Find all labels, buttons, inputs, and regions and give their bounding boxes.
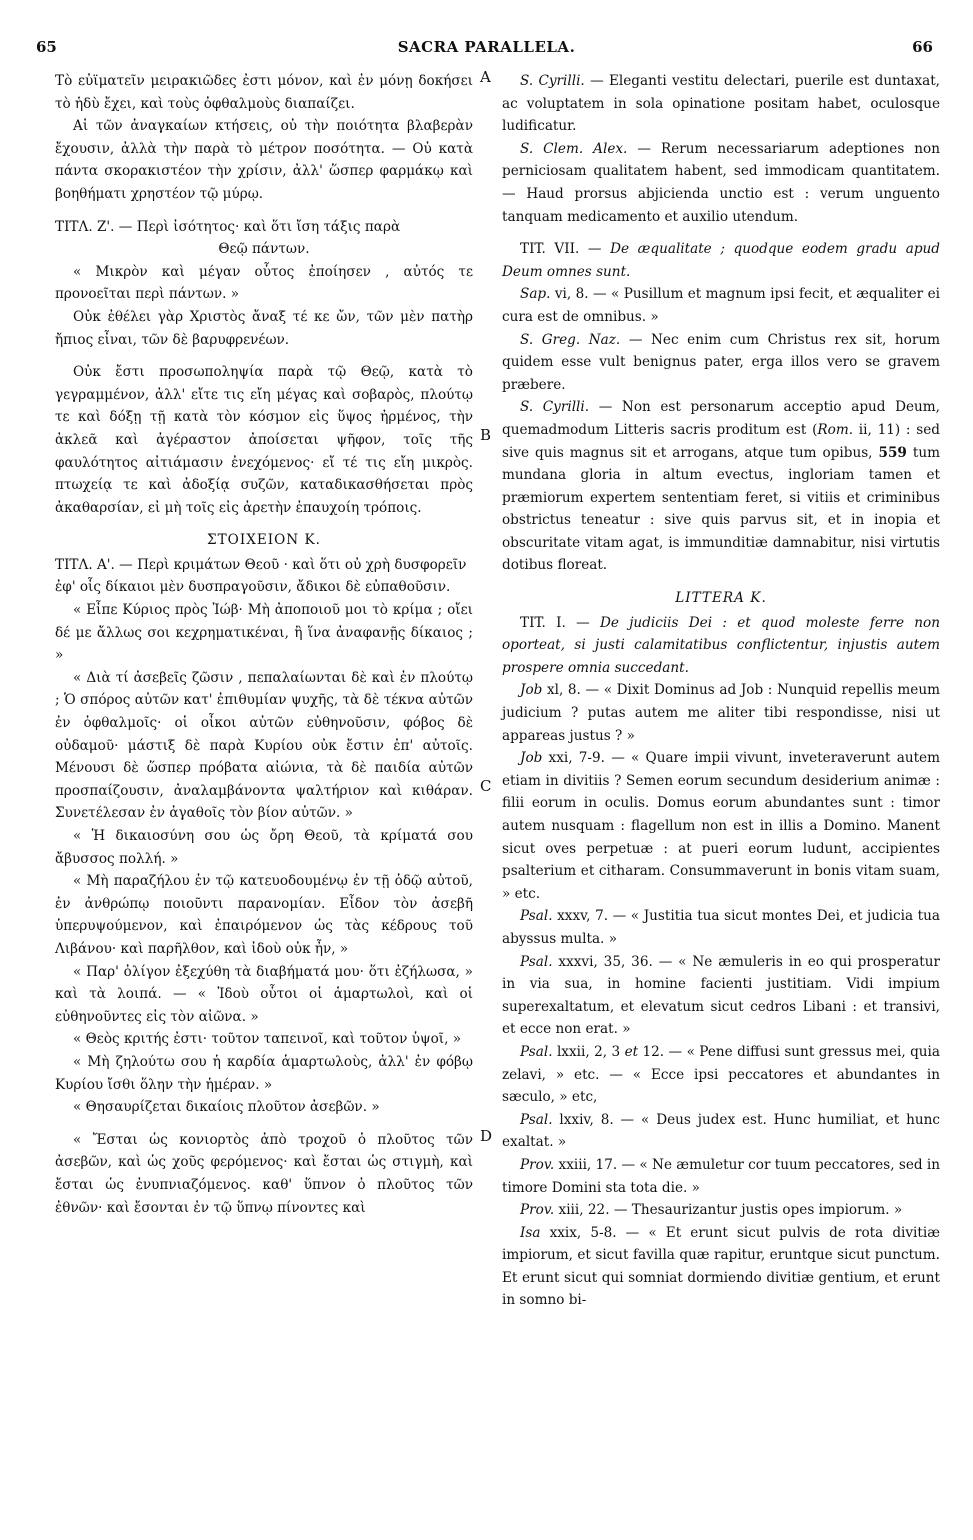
greek-paragraph: « Θεὸς κριτής ἐστι· τοῦτον ταπεινοῖ, καὶ τοῦτον ὑψοῖ, » [73,1031,462,1048]
section-mark-a: A [480,68,491,86]
greek-section-heading: ΣΤΟΙΧΕΙΟΝ Κ. [207,532,321,549]
section-mark-d: D [480,1127,493,1145]
greek-column [55,70,473,1219]
latin-et: et [624,1043,639,1060]
latin-title-label: TIT. VII. — [520,241,611,258]
running-title: SACRA PARALLELA. [397,38,576,56]
latin-ref: Job [520,750,543,767]
greek-title-7-text: ΤΙΤΛ. Ζ'. — Περὶ ἰσότητος· καὶ ὅτι ἴση τάξις παρὰ [55,218,401,235]
latin-text: — Rerum necessariarum adeptiones non perniciosam qualitatem habent, sed immodicam quantitatem. — Haud prorsus abjicienda unctio est : verum unguento tanquam medicamento et auxilio utendum. [502,140,940,225]
latin-text: xxix, 5-8. — « Et erunt sicut pulvis de rota divitiæ impiorum, et sicut favilla quæ rapitur, eruntque sicut punctum. Et erunt sicut qui somniat dormiendo divitiæ gentium, et erunt in somno bi- [502,1224,940,1309]
latin-text: lxxiv, 8. — « Deus judex est. Hunc humiliat, et hunc exaltat. » [502,1111,940,1151]
greek-paragraph: Τὸ εὐϊματεῖν μειρακιῶδες ἐστι μόνον, καὶ ἐν μόνῃ δοκήσει τὸ ἡδὺ ἔχει, καὶ τοὺς ὀφθαλμοὺς διαπαίζει. [55,73,473,112]
latin-title-text: De æqualitate ; quodque eodem gradu apud Deum omnes sunt. [502,241,940,280]
latin-column [502,70,940,1312]
section-mark-b: B [480,426,492,444]
latin-ref: Prov. [520,1202,555,1219]
latin-ref: Job [520,682,543,699]
greek-paragraph: « Παρ' ὀλίγον ἐξεχύθη τὰ διαβήματά μου· ὅτι ἐζήλωσα, » καὶ τὰ λοιπά. — « Ἰδοὺ οὗτοι οἱ ἁμαρτωλοὶ, καὶ οἱ εὐθηνοῦντες εἰς τὸν αἰῶνα. » [55,963,473,1025]
latin-entry [502,138,940,228]
latin-text: vi, 8. — « Pusillum et magnum ipsi fecit, et æqualiter ei cura est de omnibus. » [502,286,940,325]
latin-text: xxi, 7-9. — « Quare impii vivunt, inveteraverunt autem etiam in divitiis ? Semen eorum secundum desiderium animæ : filii eorum in oculis. Domus eorum abundantes sunt : timor autem nusquam : flagellum non est in illis a Domino. Manent sicut oves perpetuæ : at pueri eorum ludunt, accipientes psalterium et citharam. Consummaverunt in bonis vitam suam, » etc. [502,750,940,902]
latin-entry [502,679,940,747]
latin-ref: S. Greg. Naz. [520,331,621,348]
greek-paragraph: « Μικρὸν καὶ μέγαν οὗτος ἐποίησεν , αὐτός τε προνοεῖται περὶ πάντων. » [55,263,473,303]
latin-entry [502,283,940,328]
greek-paragraph: Οὐκ ἔστι προσωποληψία παρὰ τῷ Θεῷ, κατὰ τὸ γεγραμμένον, ἀλλ' εἴτε τις εἴη μέγας καὶ σοβαρὸς, πλούτῳ τε καὶ δόξῃ τῇ κατὰ τὸν κόσμον εἰς ὕψος ἠρμένος, τὴν ἀκλεᾶ καὶ ἀγέραστον ἀποίσεται ψῆφον, τοῖς τῆς φαυλότητος αἰτιάμασιν ἐνεχόμενος· εἴ τέ τις εἴη μικρὸς. πτωχείᾳ τε καὶ ἀδοξίᾳ συζῶν, καταδικασθήσεται πρὸς ἀκαθαρσίαν, εἰ μὴ τοῖς εἰς ἀρετὴν ἐπαυχοίη τρόποις. [55,364,473,516]
latin-text: xxxv, 7. — « Justitia tua sicut montes Dei, et judicia tua abyssus multa. » [502,908,940,947]
latin-text: xxiii, 17. — « Ne æmuletur cor tuum peccatores, sed in timore Domini sta tota die. » [502,1156,940,1196]
latin-entry [502,951,940,1041]
latin-entry [502,905,940,950]
latin-text: xl, 8. — « Dixit Dominus ad Job : Nunquid repellis meum judicium ? putas autem me aliter tibi respondisse, nisi ut appareas justus ? » [502,682,940,744]
latin-ref: S. Cyrilli. [520,399,590,416]
latin-text: xxxvi, 35, 36. — « Ne æmuleris in eo qui prosperatur in via sua, in homine facienti justitiam. Vidi impium superexaltatum, et elevatum sicut cedros Libani : et transivi, et ecce non erat. » [502,953,940,1038]
latin-ref: Sap. [520,286,551,303]
greek-paragraph: Οὐκ ἐθέλει γὰρ Χριστὸς ἄναξ τέ κε ὤν, τῶν μὲν πατὴρ ἤπιος εἶναι, τῶν δὲ βαρυφρενέων. [55,308,473,348]
latin-ref: Prov. [520,1156,555,1173]
latin-text: xiii, 22. — Thesaurizantur justis opes impiorum. » [554,1202,903,1219]
latin-title-1 [502,612,940,680]
greek-paragraph: « Ἡ δικαιοσύνη σου ὡς ὄρη Θεοῦ, τὰ κρίματά σου ἄβυσσος πολλή. » [55,828,473,867]
latin-text: — Nec enim cum Christus rex sit, horum quidem esse vult benignus pater, erga illos vero se gravem præbere. [502,331,940,393]
latin-ref: S. Cyrilli. [520,73,585,89]
page-number-left: 65 [36,38,57,56]
latin-ref: Isa [520,1224,541,1241]
latin-ref: S. Clem. Alex. [520,140,628,157]
greek-paragraph: « Θησαυρίζεται δικαίοις πλοῦτον ἀσεβῶν. » [73,1099,380,1116]
latin-entry [502,747,940,905]
latin-text: lxxii, 2, 3 [552,1043,625,1060]
greek-title-7 [55,216,473,261]
latin-ref: Psal. [520,908,553,925]
section-mark-c: C [480,777,492,795]
greek-paragraph: Αἱ τῶν ἀναγκαίων κτήσεις, οὐ τὴν ποιότητα βλαβερὰν ἔχουσιν, ἀλλὰ τὴν παρὰ τὸ μέτρον ποσότητα. — Οὐ κατὰ πάντα σκορακιστέον τὴν χρίσιν, ἀλλ' ὥσπερ φαρμάκῳ καὶ βοηθήματι χρηστέον τῷ μύρῳ. [55,118,473,202]
page-number-right: 66 [912,38,933,56]
latin-text: — Eleganti vestitu delectari, puerile est duntaxat, ac voluptatem in sola opinatione positam habet, oculosque ludificatur. [502,73,940,135]
latin-text: tum mundana gloria in altum evectus, ingloriam tamen et præmiorum expertem sententiam feret, si vitiis et criminibus obstrictus teneatur : sive quis parvus sit, et in inopia et obscuritate vitam agat, is immunditiæ damnabitur, nisi virtutis dotibus floreat. [502,444,940,574]
column-number: 559 [878,444,907,461]
latin-entry [502,1154,940,1199]
greek-title-7-sub: Θεῷ πάντων. [218,241,310,258]
latin-title-7 [502,238,940,283]
latin-ref: Psal. [520,953,553,970]
latin-section-heading-text: LITTERA K. [675,590,767,607]
latin-entry [502,329,940,397]
latin-entry [502,1199,940,1222]
latin-entry [502,1109,940,1154]
latin-entry [502,396,940,577]
greek-paragraph: « Ἔσται ὡς κονιορτὸς ἀπὸ τροχοῦ ὁ πλοῦτος τῶν ἀσεβῶν, καὶ ὡς χοῦς φερόμενος· καὶ ἔσται ὡς στιγμὴ, καὶ ἔσται ὡς ἐνυπνιαζόμενος. καθ' ὕπνον ὁ πλοῦτος τῶν ἐθνῶν· καὶ ἔσονται ἐν τῷ ὕπνῳ πίνοντες καὶ [55,1131,473,1216]
greek-title-1: ΤΙΤΛ. Α'. — Περὶ κριμάτων Θεοῦ · καὶ ὅτι οὐ χρὴ δυσφορεῖν ἐφ' οἷς δίκαιοι μὲν δυσπραγοῦσιν, ἄδικοι δὲ εὐπαθοῦσιν. [55,556,467,596]
latin-text: ii, 11) : sed sive quis magnus sit et arrogans, atque tum opibus, [502,421,940,461]
greek-paragraph: « Εἶπε Κύριος πρὸς Ἰώβ· Μὴ ἀποποιοῦ μοι τὸ κρίμα ; οἴει δέ με ἄλλως σοι κεχρηματικέναι, ἢ ἵνα ἀναφανῇς δίκαιος ; » [55,602,473,664]
latin-title-label: TIT. I. — [520,614,600,631]
latin-ref: Psal. [520,1043,553,1060]
latin-entry [502,70,940,138]
latin-entry [502,1041,940,1109]
latin-text: — Non est personarum acceptio apud Deum, quemadmodum Litteris sacris proditum est ( [502,399,941,438]
latin-cite: Rom. [817,421,854,438]
greek-paragraph: « Μὴ ζηλούτω σου ἡ καρδία ἁμαρτωλοὺς, ἀλλ' ἐν φόβῳ Κυρίου ἴσθι ὅλην τὴν ἡμέραν. » [55,1053,473,1093]
latin-ref: Psal. [520,1111,553,1128]
page-header [0,38,973,58]
latin-entry [502,1222,940,1312]
greek-paragraph: « Μὴ παραζήλου ἐν τῷ κατευοδουμένῳ ἐν τῇ ὁδῷ αὐτοῦ, ἐν ἀνθρώπῳ ποιοῦντι παρανομίαν. Εἶδον τὸν ἀσεβῆ ὑπερυψούμενον, καὶ ἐπαιρόμενον ὡς τὰς κέδρους τοῦ Λιβάνου· καὶ παρῆλθον, καὶ ἰδοὺ οὐκ ἦν, » [55,873,473,957]
greek-paragraph: « Διὰ τί ἀσεβεῖς ζῶσιν , πεπαλαίωνται δὲ καὶ ἐν πλούτῳ ; Ὁ σπόρος αὐτῶν κατ' ἐπιθυμίαν ψυχῆς, τὰ δὲ τέκνα αὐτῶν ἐν ὀφθαλμοῖς· οἱ οἶκοι αὐτῶν εὐθηνοῦσιν, φόβος δὲ οὐδαμοῦ· μάστιξ δὲ παρὰ Κυρίου οὐκ ἔστιν ἐπ' αὐτοῖς. Μένουσι δὲ ὥσπερ πρόβατα αἰώνια, τὰ δὲ παιδία αὐτῶν προσπαίζουσιν, ἀναλαμβάνοντα ψαλτήριον καὶ κιθάραν. Συνετέλεσαν ἐν ἀγαθοῖς τὸν βίον αὐτῶν. » [55,669,473,822]
latin-text: 12. — « Pene diffusi sunt gressus mei, quia zelavi, » etc. — « Ecce ipsi peccatores et abundantes in sæculo, » etc, [502,1043,940,1106]
latin-section-heading [502,587,940,610]
latin-title-text: De judiciis Dei : et quod moleste ferre non oporteat, si justi calamitatibus conflictentur, injustis autem prospere omnia succedant. [502,614,940,676]
